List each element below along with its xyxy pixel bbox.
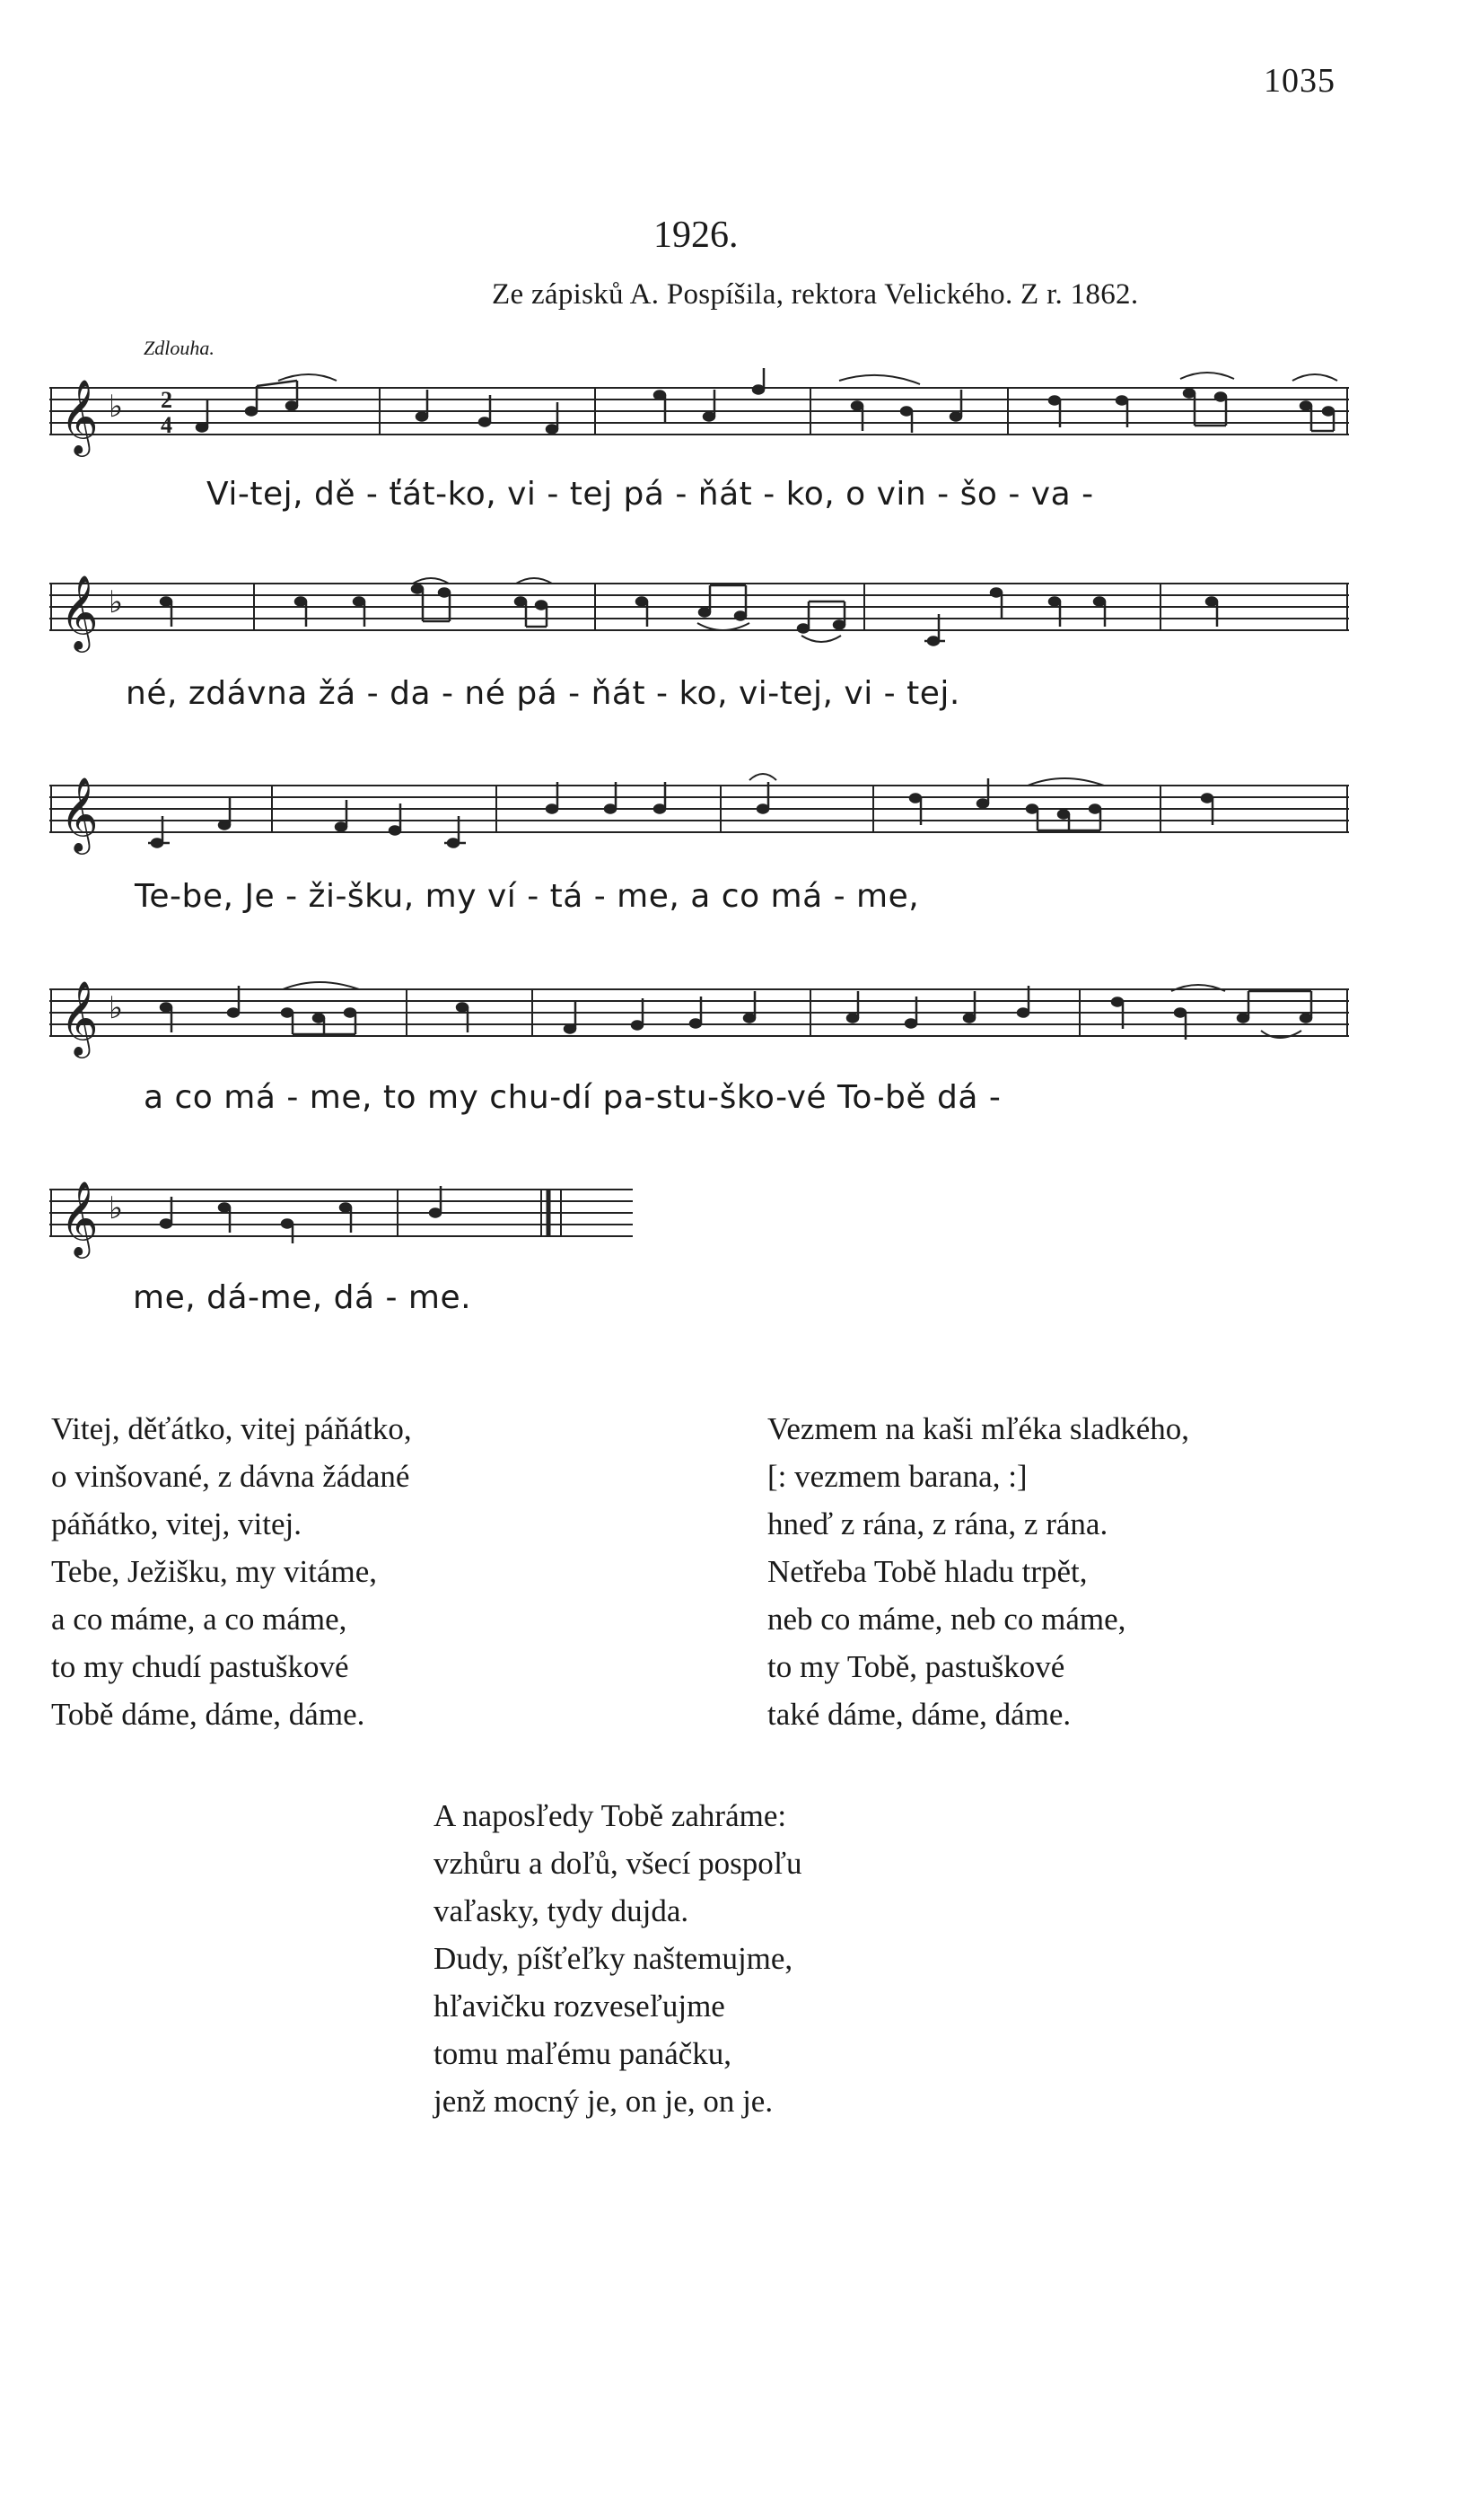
page-number: 1035 bbox=[1264, 62, 1336, 100]
verse-line: [: vezmem barana, :] bbox=[767, 1459, 1028, 1494]
verse-line: to my Tobě, pastuškové bbox=[767, 1649, 1065, 1684]
verse-right bbox=[767, 1405, 1189, 1738]
svg-text:♭: ♭ bbox=[109, 1190, 124, 1226]
verse-line: Dudy, píšťeľky naštemujme, bbox=[433, 1941, 793, 1976]
svg-text:𝄞: 𝄞 bbox=[60, 979, 99, 1055]
verse-line: vaľasky, tydy dujda. bbox=[433, 1893, 689, 1928]
svg-text:𝄞: 𝄞 bbox=[60, 776, 99, 851]
music-staff-5 bbox=[49, 1172, 642, 1261]
verse-line: hľavičku rozveseľujme bbox=[433, 1989, 725, 2024]
verse-line: Vezmem na kaši mľéka sladkého, bbox=[767, 1411, 1190, 1446]
verse-line: o vinšované, z dávna žádané bbox=[51, 1459, 410, 1494]
lyric-line-1: Vi-tej, dě - ťát-ko, vi - tej pá - ňát - ko, o vin - šo - va - bbox=[206, 476, 1094, 513]
verse-line: to my chudí pastuškové bbox=[51, 1649, 349, 1684]
verse-left bbox=[51, 1405, 412, 1738]
verse-line: Tebe, Ježišku, my vitáme, bbox=[51, 1554, 378, 1589]
lyric-line-2: né, zdávna žá - da - né pá - ňát - ko, vi-tej, vi - tej. bbox=[126, 675, 960, 712]
svg-text:♭: ♭ bbox=[109, 990, 124, 1026]
music-staff-1 bbox=[49, 370, 1351, 460]
verse-line: páňátko, vitej, vitej. bbox=[51, 1506, 302, 1541]
lyric-line-5: me, dá-me, dá - me. bbox=[133, 1279, 472, 1316]
flat-icon: ♭ bbox=[109, 389, 124, 425]
tempo-marking: Zdlouha. bbox=[144, 337, 215, 359]
song-number: 1926. bbox=[653, 215, 739, 256]
music-staff-4 bbox=[49, 971, 1351, 1061]
verse-line: neb co máme, neb co máme, bbox=[767, 1602, 1126, 1637]
lyric-line-3: Te-be, Je - ži-šku, my ví - tá - me, a co má - me, bbox=[135, 878, 920, 915]
music-staff-3 bbox=[49, 768, 1351, 857]
lyric-line-4: a co má - me, to my chu-dí pa-stu-ško-vé To-bě dá - bbox=[144, 1079, 1002, 1116]
verse-line: hneď z rána, z rána, z rána. bbox=[767, 1506, 1108, 1541]
verse-line: jenž mocný je, on je, on je. bbox=[433, 2084, 774, 2119]
svg-text:𝄞: 𝄞 bbox=[60, 574, 99, 649]
verse-line: Netřeba Tobě hladu trpět, bbox=[767, 1554, 1088, 1589]
verse-line: tomu maľému panáčku, bbox=[433, 2036, 732, 2071]
source-note: Ze zápisků A. Pospíšila, rektora Velického. Z r. 1862. bbox=[492, 278, 1139, 311]
verse-line: také dáme, dáme, dáme. bbox=[767, 1697, 1072, 1732]
svg-text:4: 4 bbox=[161, 412, 172, 438]
svg-text:♭: ♭ bbox=[109, 584, 124, 620]
verse-line: a co máme, a co máme, bbox=[51, 1602, 347, 1637]
verse-line: A naposľedy Tobě zahráme: bbox=[433, 1798, 787, 1833]
treble-clef-icon: 𝄞 bbox=[60, 378, 99, 453]
svg-text:𝄞: 𝄞 bbox=[60, 1180, 99, 1255]
svg-text:2: 2 bbox=[161, 387, 172, 413]
music-staff-2 bbox=[49, 566, 1351, 655]
verse-line: vzhůru a doľů, všecí pospoľu bbox=[433, 1846, 802, 1881]
verse-line: Vitej, děťátko, vitej páňátko, bbox=[51, 1411, 412, 1446]
verse-line: Tobě dáme, dáme, dáme. bbox=[51, 1697, 365, 1732]
verse-final bbox=[433, 1792, 801, 2125]
